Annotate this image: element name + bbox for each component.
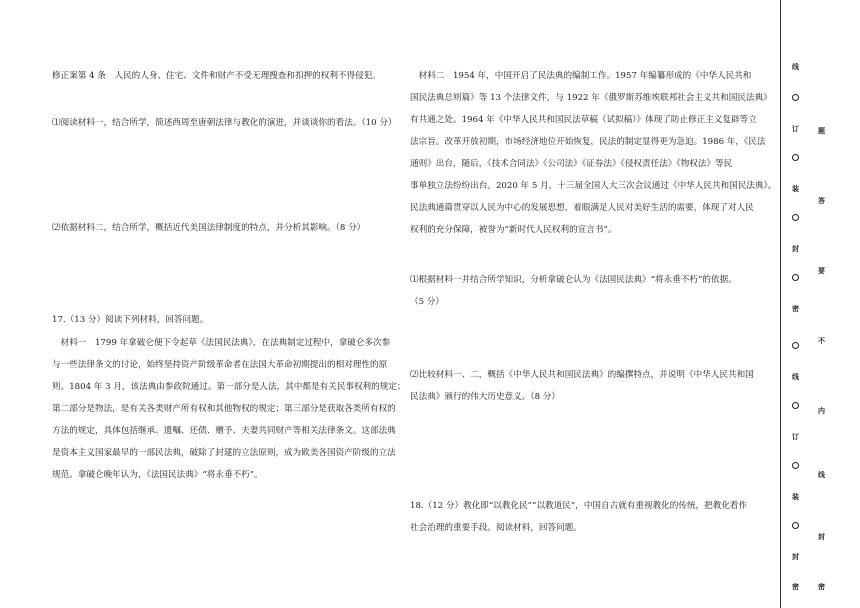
binding-circle: [792, 154, 799, 161]
binding-mark: 订: [792, 124, 799, 133]
notice-mark: 不: [818, 336, 825, 345]
question-18-heading: 18.（12 分）教化即“以教化民”“以教道民”，中国自古就有重视教化的传统，把教化看作: [410, 501, 748, 511]
material-1-line: 第二部分是物法，是有关各类财产所有权和其他物权的规定；第三部分是获取各类所有权的: [52, 404, 396, 414]
material-1-line: 是资本主义国家最早的一部民法典，破除了封建的立法原则，成为欧美各国资产阶级的立法: [52, 448, 396, 458]
material-2-line: 材料二 1954 年，中国开启了民法典的编制工作。1957 年编纂形成的《中华人民共和: [410, 71, 752, 81]
binding-circle: [792, 94, 799, 101]
material-1-line: 则。1804 年 3 月，该法典由参政院通过。第一部分是人法，其中都是有关民事权利的规定；: [52, 382, 406, 392]
question-17-1: （5 分）: [410, 297, 444, 307]
binding-mark: 密: [792, 304, 799, 313]
question-16-2: ⑵依据材料二，结合所学，概括近代美国法律制度的特点，并分析其影响。（8 分）: [52, 223, 366, 233]
material-2-line: 有共通之处。1964 年《中华人民共和国民法草稿（试拟稿）》体现了防止修正主义复辟等立: [410, 115, 757, 125]
material-1-line: 方法的规定，具体包括继承、遗嘱、还债、赠予、夫妻共同财产等相关法律条文。这部法典: [52, 426, 396, 436]
binding-circle: [792, 522, 799, 529]
material-2-line: 权利的充分保障，被誉为“新时代人民权利的宣言书”。: [410, 225, 617, 235]
binding-line: [780, 0, 781, 608]
material-2-line: 法宗旨。改革开放初期，市场经济地位开始恢复，民法的制定显得更为急迫。1986 年，《民法: [410, 137, 766, 147]
binding-mark: 装: [792, 184, 799, 193]
binding-mark: 装: [792, 492, 799, 501]
notice-mark: 封: [818, 532, 825, 541]
notice-mark: 要: [818, 266, 825, 275]
binding-mark: 密: [792, 582, 799, 591]
binding-circle: [792, 462, 799, 469]
binding-mark: 线: [792, 62, 799, 71]
material-2-line: 事单独立法纷纷出台。2020 年 5 月，十三届全国人大三次会议通过《中华人民共和国民法典》。: [410, 181, 777, 191]
question-17-2: 民法典》颁行的伟大历史意义。（8 分）: [410, 392, 560, 402]
question-16-1: ⑴阅读材料一，结合所学，简述西周至唐朝法律与教化的演进，并谈谈你的看法。（10 分）: [52, 118, 397, 128]
notice-mark: 线: [818, 470, 825, 479]
material-1-line: 与一些法律条文的讨论，始终坚持资产阶级革命者在法国大革命初期提出的相对理性的原: [52, 360, 388, 370]
binding-mark: 封: [792, 244, 799, 253]
notice-mark: 题: [818, 126, 825, 135]
binding-mark: 封: [792, 552, 799, 561]
question-18-heading: 社会治理的重要手段。阅读材料，回答问题。: [410, 523, 582, 533]
material-2-line: 国民法典总则篇》等 13 个法律文件，与 1922 年《俄罗斯苏维埃联邦社会主义共和国民法典》: [410, 93, 772, 103]
notice-mark: 密: [818, 582, 825, 591]
question-17-2: ⑵比较材料一、二，概括《中华人民共和国民法典》的编撰特点，并说明《中华人民共和国: [410, 370, 754, 380]
binding-mark: 线: [792, 372, 799, 381]
question-17-1: ⑴根据材料一并结合所学知识，分析拿破仑认为《法国民法典》“将永垂不朽”的依据。: [410, 275, 737, 285]
material-1-line: 规范。拿破仑晚年认为，《法国民法典》“将永垂不朽”。: [52, 470, 263, 480]
material-1-line: 材料一 1799 年拿破仑便下令起草《法国民法典》，在法典制定过程中，拿破仑多次参: [52, 338, 391, 348]
notice-mark: 内: [818, 406, 825, 415]
material-2-line: 民法典通篇贯穿以人民为中心的发展思想，着眼满足人民对美好生活的需要，体现了对人民: [410, 203, 754, 213]
notice-mark: 答: [818, 196, 825, 205]
binding-circle: [792, 274, 799, 281]
question-17-heading: 17.（13 分）阅读下列材料，回答问题。: [52, 315, 209, 325]
amendment-text: 修正案第 4 条 人民的人身、住宅、文件和财产不受无理搜查和扣押的权利不得侵犯。: [52, 71, 381, 81]
binding-circle: [792, 342, 799, 349]
material-2-line: 通则》出台，随后，《技术合同法》《公司法》《证券法》《侵权责任法》《物权法》等民: [410, 159, 733, 169]
binding-circle: [792, 214, 799, 221]
binding-mark: 订: [792, 432, 799, 441]
binding-circle: [792, 402, 799, 409]
